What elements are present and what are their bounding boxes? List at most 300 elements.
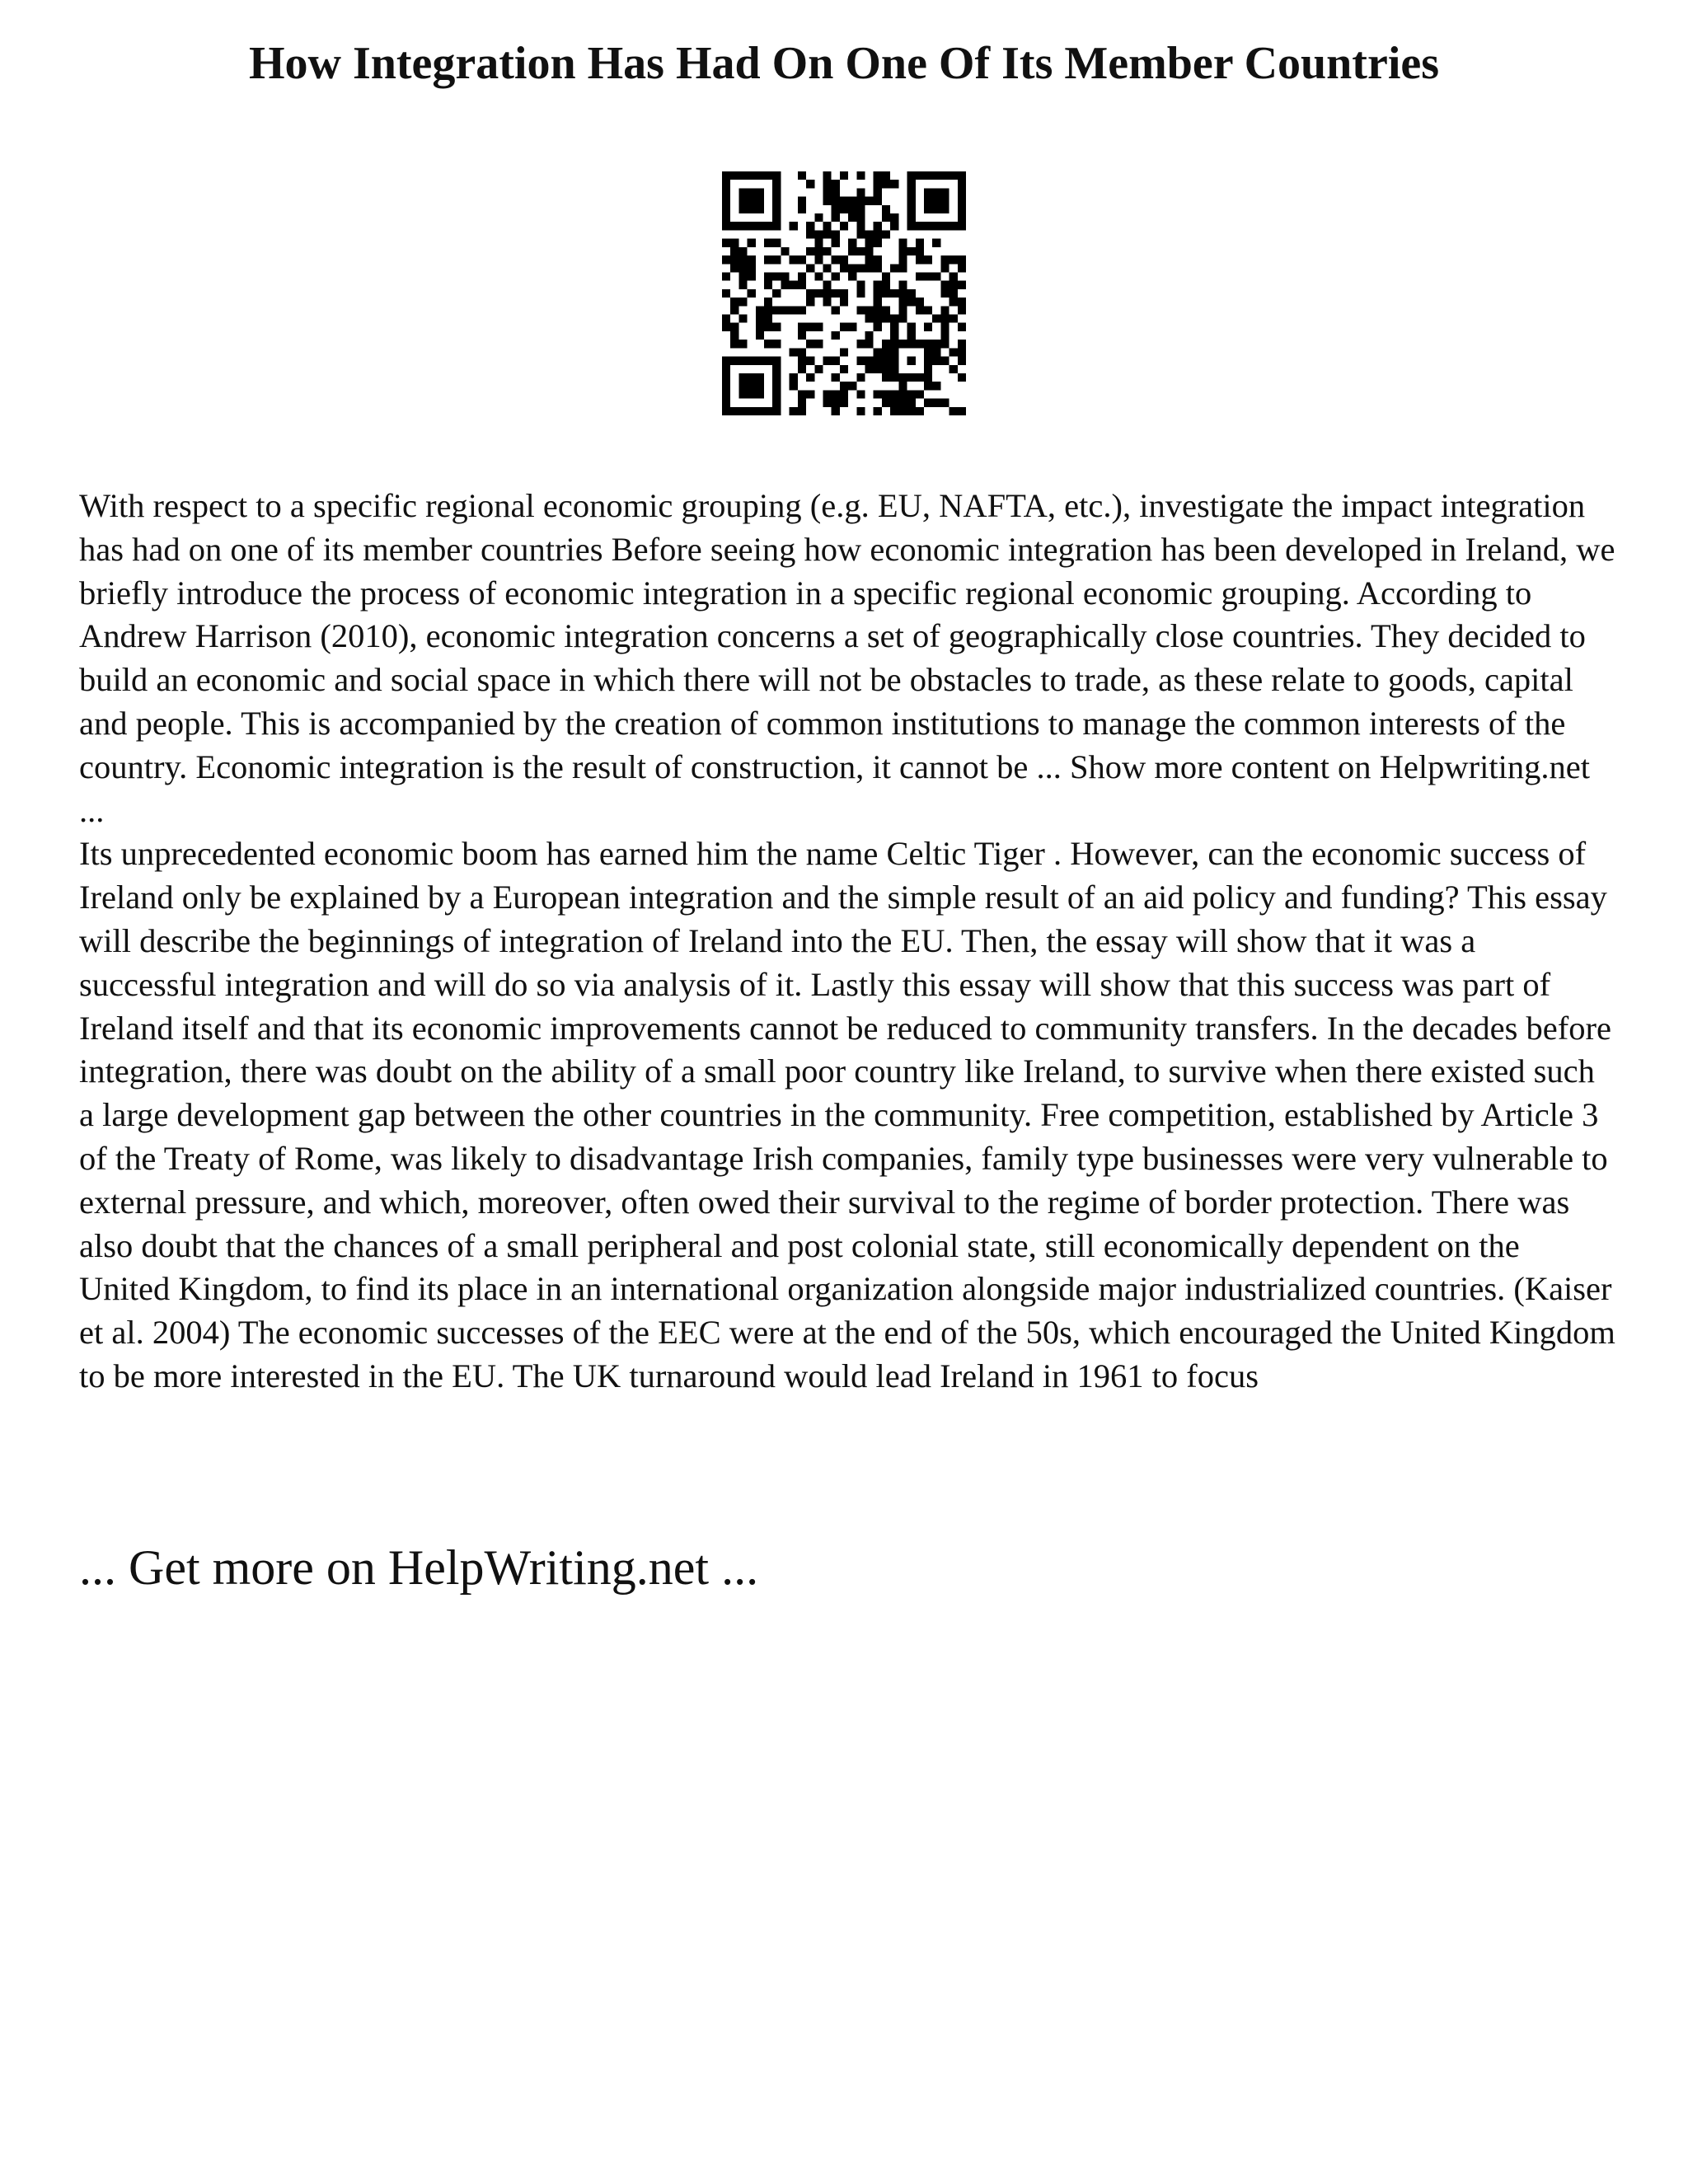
qr-module bbox=[848, 213, 856, 222]
qr-module bbox=[865, 197, 874, 205]
qr-module bbox=[898, 390, 907, 398]
qr-module bbox=[730, 255, 738, 264]
qr-module bbox=[856, 197, 865, 205]
qr-module bbox=[730, 247, 738, 255]
qr-module bbox=[823, 399, 831, 407]
qr-module bbox=[806, 222, 814, 230]
qr-module bbox=[924, 323, 932, 331]
qr-module bbox=[772, 382, 781, 390]
qr-module bbox=[932, 340, 940, 348]
qr-module bbox=[924, 357, 932, 365]
qr-module bbox=[907, 247, 916, 255]
qr-module bbox=[950, 298, 958, 306]
qr-module bbox=[874, 281, 882, 289]
qr-module bbox=[798, 205, 806, 213]
qr-module bbox=[772, 188, 781, 196]
qr-module bbox=[907, 222, 916, 230]
qr-module bbox=[932, 382, 940, 390]
qr-module bbox=[798, 348, 806, 356]
qr-module bbox=[748, 272, 756, 280]
qr-module bbox=[748, 289, 756, 298]
qr-module bbox=[772, 239, 781, 247]
qr-module bbox=[916, 222, 924, 230]
qr-module bbox=[730, 331, 738, 340]
qr-module bbox=[748, 264, 756, 272]
qr-module bbox=[798, 171, 806, 180]
qr-module bbox=[950, 348, 958, 356]
qr-module bbox=[890, 390, 898, 398]
qr-module bbox=[738, 222, 747, 230]
qr-module bbox=[940, 323, 949, 331]
qr-module bbox=[806, 373, 814, 382]
qr-module bbox=[932, 272, 940, 280]
qr-module bbox=[856, 357, 865, 365]
qr-module bbox=[932, 348, 940, 356]
qr-module bbox=[865, 239, 874, 247]
qr-module bbox=[916, 272, 924, 280]
qr-module bbox=[722, 323, 730, 331]
qr-module bbox=[950, 222, 958, 230]
qr-module bbox=[840, 390, 848, 398]
qr-module bbox=[756, 315, 764, 323]
qr-module bbox=[738, 188, 747, 196]
qr-module bbox=[756, 171, 764, 180]
qr-module bbox=[823, 357, 831, 365]
qr-module bbox=[874, 357, 882, 365]
qr-module bbox=[832, 357, 840, 365]
qr-module bbox=[940, 306, 949, 314]
qr-module bbox=[882, 180, 890, 188]
qr-module bbox=[756, 390, 764, 398]
qr-module bbox=[772, 407, 781, 415]
qr-module bbox=[898, 315, 907, 323]
qr-module bbox=[882, 390, 890, 398]
qr-module bbox=[814, 340, 823, 348]
qr-module bbox=[730, 340, 738, 348]
qr-module bbox=[874, 348, 882, 356]
qr-module bbox=[907, 323, 916, 331]
qr-module bbox=[924, 255, 932, 264]
qr-module bbox=[738, 298, 747, 306]
qr-module bbox=[722, 213, 730, 222]
qr-module bbox=[722, 289, 730, 298]
qr-module bbox=[756, 357, 764, 365]
qr-module bbox=[823, 230, 831, 238]
qr-module bbox=[848, 323, 856, 331]
qr-module bbox=[722, 222, 730, 230]
qr-module bbox=[722, 255, 730, 264]
qr-module bbox=[940, 205, 949, 213]
qr-module bbox=[756, 222, 764, 230]
qr-module bbox=[856, 205, 865, 213]
qr-module bbox=[840, 197, 848, 205]
qr-module bbox=[798, 323, 806, 331]
qr-module bbox=[907, 390, 916, 398]
qr-module bbox=[832, 373, 840, 382]
qr-module bbox=[781, 247, 789, 255]
qr-module bbox=[932, 222, 940, 230]
qr-module bbox=[848, 239, 856, 247]
qr-module bbox=[856, 289, 865, 298]
qr-module bbox=[865, 365, 874, 373]
qr-module bbox=[840, 298, 848, 306]
qr-module bbox=[722, 407, 730, 415]
qr-module bbox=[772, 365, 781, 373]
qr-module bbox=[924, 171, 932, 180]
qr-module bbox=[823, 180, 831, 188]
qr-module bbox=[874, 407, 882, 415]
qr-module bbox=[958, 188, 966, 196]
qr-module bbox=[950, 289, 958, 298]
qr-module bbox=[756, 373, 764, 382]
qr-module bbox=[958, 205, 966, 213]
qr-module bbox=[940, 340, 949, 348]
qr-module bbox=[722, 171, 730, 180]
qr-module bbox=[814, 213, 823, 222]
qr-module bbox=[823, 289, 831, 298]
qr-module bbox=[882, 399, 890, 407]
qr-module bbox=[756, 197, 764, 205]
qr-module bbox=[772, 222, 781, 230]
qr-module bbox=[823, 171, 831, 180]
qr-module bbox=[738, 340, 747, 348]
qr-module bbox=[958, 407, 966, 415]
qr-module bbox=[738, 390, 747, 398]
qr-module bbox=[730, 222, 738, 230]
qr-module bbox=[950, 171, 958, 180]
qr-module bbox=[798, 255, 806, 264]
qr-module bbox=[856, 171, 865, 180]
qr-module bbox=[848, 382, 856, 390]
qr-module bbox=[832, 306, 840, 314]
qr-module bbox=[748, 255, 756, 264]
qr-module bbox=[907, 213, 916, 222]
qr-module bbox=[890, 373, 898, 382]
qr-module bbox=[898, 399, 907, 407]
qr-module bbox=[882, 315, 890, 323]
qr-module bbox=[840, 365, 848, 373]
qr-module bbox=[856, 188, 865, 196]
qr-module bbox=[898, 247, 907, 255]
qr-module bbox=[916, 373, 924, 382]
qr-module bbox=[940, 264, 949, 272]
qr-module bbox=[790, 373, 798, 382]
qr-module bbox=[722, 373, 730, 382]
qr-module bbox=[730, 171, 738, 180]
qr-module bbox=[798, 197, 806, 205]
qr-module bbox=[958, 281, 966, 289]
qr-module bbox=[823, 247, 831, 255]
qr-module bbox=[874, 306, 882, 314]
qr-module bbox=[840, 323, 848, 331]
qr-module bbox=[814, 239, 823, 247]
qr-module bbox=[890, 357, 898, 365]
qr-module bbox=[856, 281, 865, 289]
qr-module bbox=[916, 239, 924, 247]
qr-module bbox=[882, 348, 890, 356]
qr-module bbox=[874, 289, 882, 298]
qr-code-graphic bbox=[722, 171, 966, 415]
qr-module bbox=[924, 306, 932, 314]
qr-module bbox=[874, 180, 882, 188]
qr-module bbox=[840, 264, 848, 272]
qr-module bbox=[840, 382, 848, 390]
qr-module bbox=[806, 247, 814, 255]
qr-module bbox=[832, 197, 840, 205]
qr-module bbox=[932, 188, 940, 196]
qr-module bbox=[738, 272, 747, 280]
qr-module bbox=[882, 213, 890, 222]
qr-module bbox=[738, 373, 747, 382]
qr-module bbox=[874, 239, 882, 247]
qr-module bbox=[738, 315, 747, 323]
qr-module bbox=[832, 255, 840, 264]
qr-module bbox=[756, 205, 764, 213]
qr-module bbox=[781, 281, 789, 289]
qr-module bbox=[950, 255, 958, 264]
qr-module bbox=[865, 306, 874, 314]
qr-module bbox=[790, 382, 798, 390]
qr-module bbox=[856, 230, 865, 238]
qr-module bbox=[907, 340, 916, 348]
qr-module bbox=[958, 222, 966, 230]
qr-module bbox=[814, 230, 823, 238]
qr-module bbox=[916, 340, 924, 348]
qr-module bbox=[756, 407, 764, 415]
qr-module bbox=[907, 373, 916, 382]
qr-module bbox=[958, 340, 966, 348]
qr-module bbox=[722, 390, 730, 398]
qr-module bbox=[856, 340, 865, 348]
qr-module bbox=[932, 197, 940, 205]
qr-module bbox=[806, 230, 814, 238]
qr-module bbox=[772, 357, 781, 365]
get-more-link[interactable]: ... Get more on HelpWriting.net ... bbox=[79, 1540, 759, 1595]
qr-module bbox=[722, 197, 730, 205]
qr-module bbox=[924, 272, 932, 280]
qr-module bbox=[772, 255, 781, 264]
qr-module bbox=[907, 171, 916, 180]
qr-module bbox=[924, 373, 932, 382]
qr-module bbox=[890, 365, 898, 373]
qr-module bbox=[958, 373, 966, 382]
qr-module bbox=[916, 306, 924, 314]
qr-module bbox=[882, 289, 890, 298]
qr-module bbox=[890, 407, 898, 415]
qr-module bbox=[874, 365, 882, 373]
qr-module bbox=[806, 390, 814, 398]
qr-module bbox=[832, 239, 840, 247]
qr-module bbox=[907, 331, 916, 340]
qr-module bbox=[840, 348, 848, 356]
qr-module bbox=[748, 382, 756, 390]
qr-module bbox=[882, 306, 890, 314]
qr-module bbox=[748, 197, 756, 205]
qr-module bbox=[772, 373, 781, 382]
qr-module bbox=[874, 315, 882, 323]
qr-module bbox=[890, 331, 898, 340]
qr-module bbox=[832, 188, 840, 196]
qr-module bbox=[907, 289, 916, 298]
qr-module bbox=[856, 390, 865, 398]
qr-module bbox=[823, 197, 831, 205]
qr-module bbox=[781, 272, 789, 280]
qr-module bbox=[874, 230, 882, 238]
qr-module bbox=[940, 281, 949, 289]
qr-module bbox=[756, 323, 764, 331]
qr-module bbox=[722, 382, 730, 390]
qr-module bbox=[958, 306, 966, 314]
qr-module bbox=[764, 357, 772, 365]
qr-module bbox=[890, 264, 898, 272]
qr-module bbox=[814, 272, 823, 280]
qr-module bbox=[940, 222, 949, 230]
qr-module bbox=[806, 357, 814, 365]
qr-module bbox=[924, 205, 932, 213]
qr-module bbox=[748, 222, 756, 230]
document-body bbox=[79, 485, 1617, 1399]
qr-module bbox=[940, 255, 949, 264]
qr-module bbox=[856, 213, 865, 222]
qr-module bbox=[890, 348, 898, 356]
qr-module bbox=[756, 306, 764, 314]
qr-module bbox=[806, 340, 814, 348]
qr-module bbox=[730, 264, 738, 272]
qr-module bbox=[950, 272, 958, 280]
qr-module bbox=[924, 197, 932, 205]
qr-module bbox=[730, 298, 738, 306]
qr-module bbox=[823, 222, 831, 230]
qr-module bbox=[772, 390, 781, 398]
qr-module bbox=[738, 247, 747, 255]
qr-module bbox=[907, 205, 916, 213]
qr-module bbox=[798, 357, 806, 365]
qr-module bbox=[940, 315, 949, 323]
qr-module bbox=[764, 255, 772, 264]
qr-module bbox=[806, 264, 814, 272]
qr-module bbox=[916, 171, 924, 180]
qr-module bbox=[898, 239, 907, 247]
qr-module bbox=[764, 222, 772, 230]
qr-module bbox=[722, 239, 730, 247]
qr-module bbox=[790, 407, 798, 415]
qr-module bbox=[772, 197, 781, 205]
qr-module bbox=[882, 205, 890, 213]
qr-module bbox=[738, 357, 747, 365]
qr-module bbox=[940, 399, 949, 407]
qr-module bbox=[798, 390, 806, 398]
qr-module bbox=[890, 340, 898, 348]
qr-module bbox=[940, 171, 949, 180]
qr-module bbox=[832, 407, 840, 415]
qr-module bbox=[865, 255, 874, 264]
qr-module bbox=[832, 272, 840, 280]
qr-module bbox=[798, 365, 806, 373]
qr-module bbox=[798, 399, 806, 407]
qr-module bbox=[738, 197, 747, 205]
qr-module bbox=[865, 247, 874, 255]
qr-module bbox=[722, 180, 730, 188]
qr-module bbox=[798, 407, 806, 415]
qr-module bbox=[722, 399, 730, 407]
qr-module bbox=[924, 188, 932, 196]
qr-module bbox=[772, 171, 781, 180]
qr-module bbox=[748, 357, 756, 365]
body-paragraph-2: Its unprecedented economic boom has earned him the name Celtic Tiger . However, can the economic success of Ireland only be explained by a European integration and the simple result of an aid policy and funding? This essay will describe the beginnings of integration of Ireland into the EU. Then, the essay will show that it was a successful integration and will do so via analysis of it. Lastly this essay will show that this success was part of Ireland itself and that its economic improvements cannot be reduced to community transfers. In the decades before integration, there was doubt on the ability of a small poor country like Ireland, to survive when there existed such a large development gap between the other countries in the community. Free competition, established by Article 3 of the Treaty of Rome, was likely to disadvantage Irish companies, family type businesses were very vulnerable to external pressure, and which, moreover, often owed their survival to the regime of border protection. There was also doubt that the chances of a small peripheral and post colonial state, still economically dependent on the United Kingdom, to find its place in an international organization alongside major industrialized countries. (Kaiser et al. 2004) The economic successes of the EEC were at the end of the 50s, which encouraged the United Kingdom to be more interested in the EU. The UK turnaround would lead Ireland in 1961 to focus bbox=[79, 835, 1615, 1394]
qr-module bbox=[840, 399, 848, 407]
qr-module bbox=[924, 340, 932, 348]
qr-module bbox=[898, 306, 907, 314]
qr-module bbox=[907, 188, 916, 196]
qr-module bbox=[882, 281, 890, 289]
qr-module bbox=[756, 382, 764, 390]
qr-module bbox=[916, 298, 924, 306]
qr-module bbox=[730, 407, 738, 415]
qr-module bbox=[856, 264, 865, 272]
qr-module bbox=[916, 407, 924, 415]
qr-module bbox=[907, 357, 916, 365]
qr-module bbox=[874, 264, 882, 272]
qr-module bbox=[840, 222, 848, 230]
qr-module bbox=[840, 205, 848, 213]
qr-module bbox=[840, 289, 848, 298]
qr-module bbox=[958, 357, 966, 365]
qr-code-icon bbox=[722, 171, 966, 415]
qr-module bbox=[832, 390, 840, 398]
qr-module bbox=[798, 281, 806, 289]
qr-module bbox=[772, 323, 781, 331]
qr-module bbox=[865, 315, 874, 323]
qr-module bbox=[907, 407, 916, 415]
qr-module bbox=[764, 281, 772, 289]
qr-module bbox=[748, 239, 756, 247]
qr-module bbox=[950, 407, 958, 415]
qr-module bbox=[898, 340, 907, 348]
qr-module bbox=[764, 315, 772, 323]
qr-module bbox=[832, 205, 840, 213]
qr-module bbox=[790, 348, 798, 356]
qr-module bbox=[932, 205, 940, 213]
qr-module bbox=[865, 230, 874, 238]
qr-module bbox=[958, 197, 966, 205]
qr-module bbox=[958, 348, 966, 356]
qr-module bbox=[874, 255, 882, 264]
qr-module bbox=[848, 205, 856, 213]
qr-module bbox=[898, 298, 907, 306]
qr-module bbox=[781, 306, 789, 314]
qr-module bbox=[898, 407, 907, 415]
qr-module bbox=[898, 264, 907, 272]
qr-module bbox=[730, 323, 738, 331]
qr-module bbox=[907, 180, 916, 188]
qr-module bbox=[856, 407, 865, 415]
qr-module bbox=[806, 289, 814, 298]
qr-module bbox=[848, 272, 856, 280]
qr-module bbox=[848, 264, 856, 272]
qr-module bbox=[790, 281, 798, 289]
qr-module bbox=[865, 331, 874, 340]
qr-module bbox=[832, 180, 840, 188]
qr-module bbox=[806, 180, 814, 188]
qr-module bbox=[832, 230, 840, 238]
qr-module bbox=[814, 289, 823, 298]
qr-module bbox=[772, 306, 781, 314]
qr-module bbox=[730, 306, 738, 314]
qr-module bbox=[764, 306, 772, 314]
qr-module bbox=[738, 205, 747, 213]
qr-module bbox=[764, 171, 772, 180]
qr-module bbox=[790, 306, 798, 314]
